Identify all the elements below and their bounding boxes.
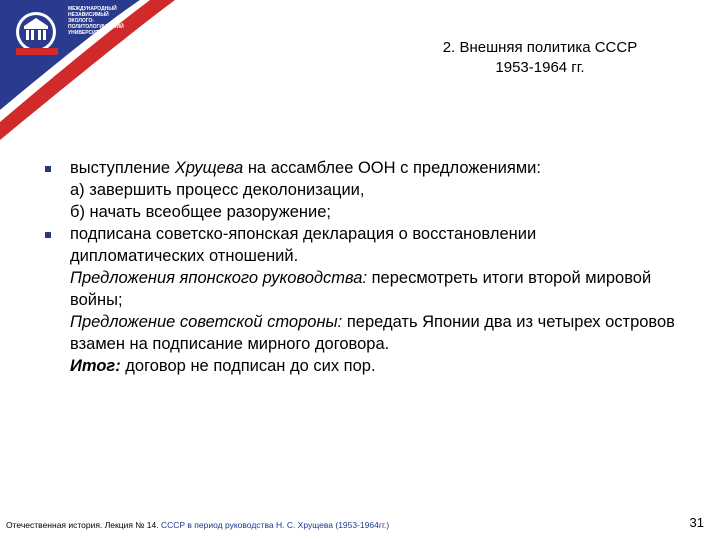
footer-course: Отечественная история. Лекция № 14. <box>6 520 161 530</box>
p1-italic: Предложения японского руководства: <box>70 269 368 287</box>
bullet-item-2 <box>45 223 675 267</box>
b1-prefix: выступление <box>70 159 175 177</box>
footer <box>6 520 389 530</box>
b1-italic: Хрущева <box>174 159 244 177</box>
logo-text: МЕЖДУНАРОДНЫЙ НЕЗАВИСИМЫЙ ЭКОЛОГО-ПОЛИТОЛОГИЧЕСКИЙ УНИВЕРСИТЕТ <box>68 6 124 36</box>
b1-suffix: на ассамблее ООН с предложениями: <box>243 159 541 177</box>
p2-text: передать Японии два из четырех островов взамен на подписание мирного договора. <box>70 313 675 353</box>
b2-text: подписана советско-японская декларация о восстановлении дипломатических отношений. <box>70 225 537 265</box>
slide-content <box>45 157 675 377</box>
p2-italic: Предложение советской стороны: <box>70 313 343 331</box>
page-number: 31 <box>689 515 704 530</box>
p1-text: пересмотреть итоги второй мировой войны; <box>70 269 652 309</box>
p3-text: договор не подписан до сих пор. <box>120 357 376 375</box>
square-bullet-icon <box>45 232 51 238</box>
footer-lecture-title: СССР в период руководства Н. С. Хрущева (1953-1964гг.) <box>160 520 390 530</box>
sub-item-a: а) завершить процесс деколонизации, <box>70 181 365 199</box>
sub-item-b: б) начать всеобщее разоружение; <box>70 203 332 221</box>
paragraph-result <box>45 355 675 377</box>
bullet-item-1 <box>45 157 675 179</box>
paragraph-japan <box>45 267 675 311</box>
title-line-1: 2. Внешняя политика СССР <box>442 39 638 56</box>
slide-title <box>360 38 720 78</box>
paragraph-soviet <box>45 311 675 355</box>
p3-bold: Итог: <box>70 357 121 375</box>
square-bullet-icon <box>45 166 51 172</box>
title-line-2: 1953-1964 гг. <box>495 59 585 76</box>
